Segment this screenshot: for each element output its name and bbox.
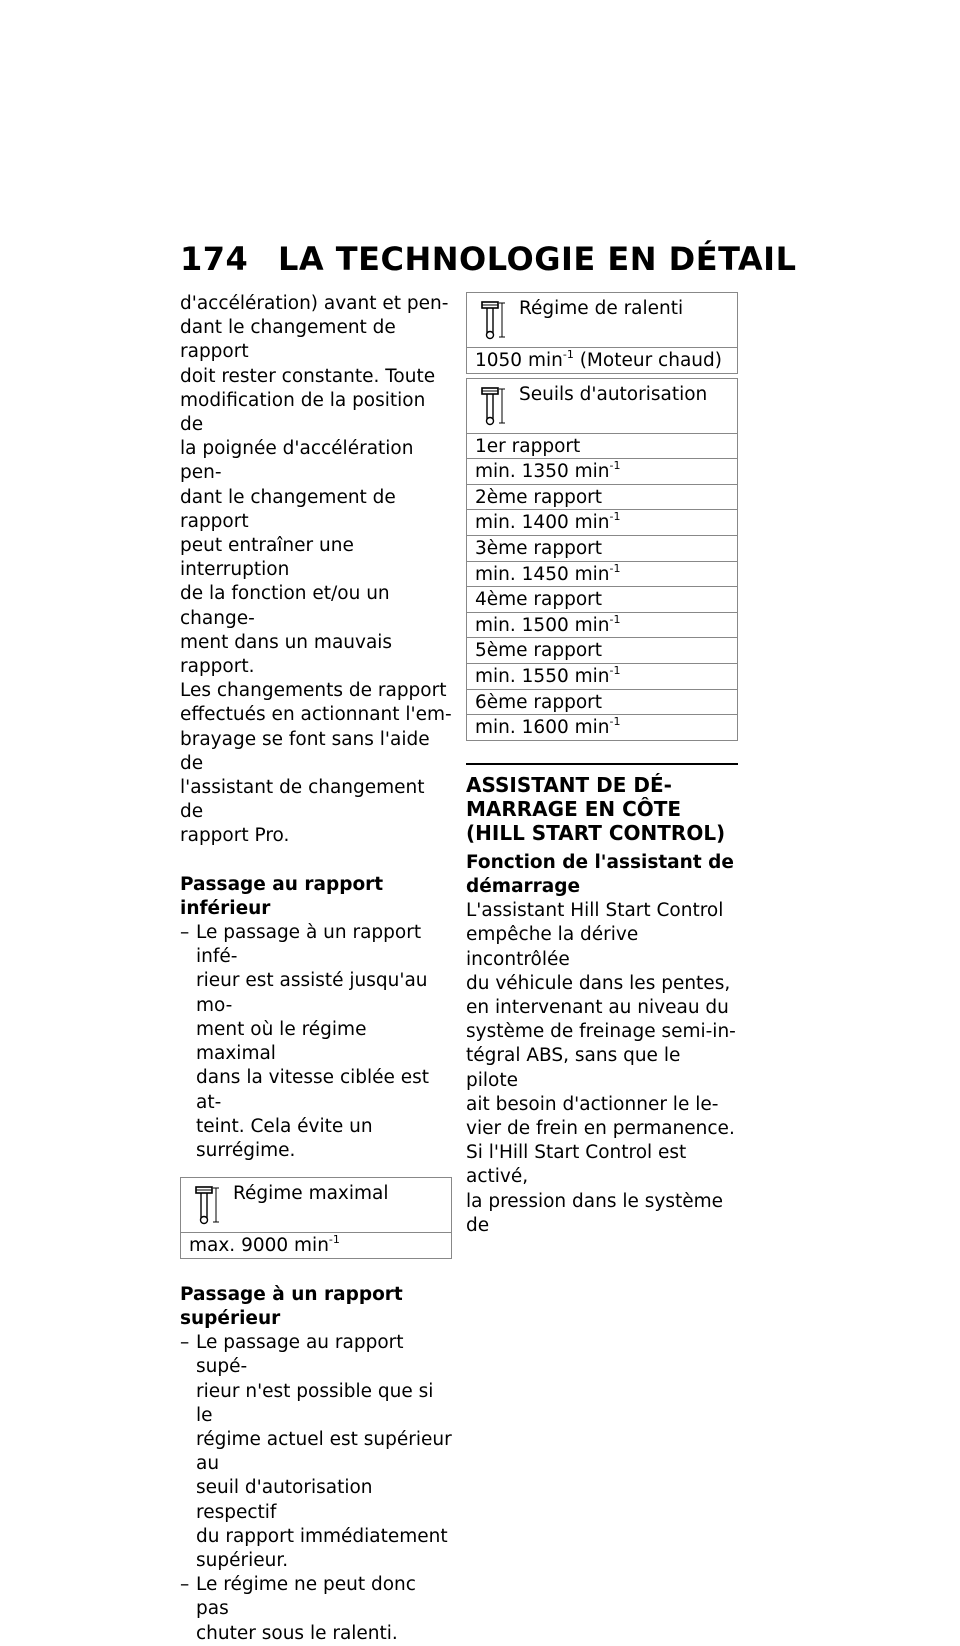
exponent: -1 [562, 348, 574, 361]
text-line: la poignée d'accélération pen- [180, 438, 414, 484]
gear-min-rpm [467, 664, 737, 690]
idle-rpm-box [466, 292, 738, 374]
value-suffix: (Moteur chaud) [573, 350, 722, 371]
text-line: tégral ABS, sans que le pilote [466, 1045, 681, 1091]
text-line: ait besoin d'actionner le le- [466, 1093, 719, 1115]
gear-min-rpm [467, 510, 737, 536]
upshift-heading [180, 1283, 452, 1331]
text-line: MARRAGE EN CÔTE [466, 796, 682, 821]
value-text: 1050 min [475, 350, 563, 371]
box-caption: Régime maximal [233, 1183, 389, 1205]
exponent: -1 [609, 561, 621, 575]
text-line: effectués en actionnant l'em- [180, 704, 452, 726]
engine-piston-icon [193, 1186, 219, 1226]
text-line: vier de frein en permanence. [466, 1117, 735, 1139]
gear-label: 6ème rapport [467, 690, 737, 716]
gear-label: 1er rapport [467, 434, 737, 460]
upshift-bullet [180, 1331, 452, 1573]
text-line: en intervenant au niveau du [466, 996, 729, 1018]
text-line: Si l'Hill Start Control est activé, [466, 1142, 687, 1188]
downshift-heading: Passage au rapport inférieur [180, 873, 384, 919]
text-line: Le passage à un rapport infé- [196, 922, 422, 968]
text-line: dant le changement de rapport [180, 486, 396, 532]
text-line: empêche la dérive incontrôlée [466, 924, 639, 970]
text-line: supérieur [180, 1307, 281, 1329]
text-line: teint. Cela évite un surrégime. [196, 1115, 373, 1161]
text-line: doit rester constante. Toute [180, 365, 436, 387]
bullet-dash: – [180, 1332, 190, 1354]
exponent: -1 [609, 715, 621, 729]
text-line: du rapport immédiatement [196, 1525, 448, 1547]
value-text: min. 1450 min [475, 563, 610, 585]
box-caption: Régime de ralenti [519, 298, 684, 319]
text-line: rieur n'est possible que si le [196, 1380, 434, 1426]
section-title [466, 773, 738, 845]
text-line: rapport Pro. [180, 825, 290, 847]
text-line: Le régime ne peut donc pas [196, 1574, 416, 1620]
text-line: dant le changement de rapport [180, 317, 396, 363]
text-line: seuil d'autorisation respectif [196, 1477, 373, 1523]
value-text: min. 1350 min [475, 461, 610, 483]
value-text: min. 1400 min [475, 512, 610, 534]
value-text: min. 1600 min [475, 717, 610, 739]
section-divider [466, 763, 738, 765]
threshold-box [466, 378, 738, 741]
right-column [466, 292, 738, 1238]
text-line: Fonction de l'assistant de [466, 851, 734, 873]
gear-min-rpm [467, 715, 737, 740]
text-line: de la fonction et/ou un change- [180, 583, 390, 629]
text-line: modification de la position de [180, 389, 426, 436]
text-line: l'assistant de changement de [180, 777, 425, 823]
intro-paragraph [180, 292, 452, 849]
text-line: Le passage au rapport supé- [196, 1332, 404, 1378]
gear-min-rpm [467, 459, 737, 485]
text-line: d'accélération) avant et pen- [180, 293, 449, 314]
text-line: ASSISTANT DE DÉ- [466, 772, 672, 797]
exponent: -1 [609, 612, 621, 626]
text-line: ment où le régime maximal [196, 1018, 367, 1065]
gear-label: 5ème rapport [467, 638, 737, 664]
left-column [180, 292, 452, 1646]
text-line: (HILL START CONTROL) [466, 820, 726, 845]
value-text: min. 1550 min [475, 665, 610, 687]
max-rpm-box [180, 1177, 452, 1259]
page-number: 174 [180, 240, 249, 278]
text-line: régime actuel est supérieur au [196, 1428, 452, 1475]
exponent: -1 [609, 510, 621, 524]
function-heading [466, 851, 738, 899]
text-line: du véhicule dans les pentes, [466, 972, 731, 994]
engine-piston-icon [479, 301, 505, 341]
bullet-dash: – [180, 922, 190, 944]
text-line: peut entraîner une interruption [180, 535, 354, 581]
gear-label: 4ème rapport [467, 587, 737, 613]
gear-min-rpm [467, 562, 737, 588]
text-line: système de freinage semi-in- [466, 1021, 736, 1043]
max-rpm-value [181, 1233, 451, 1258]
exponent: -1 [609, 459, 621, 473]
gear-label: 3ème rapport [467, 536, 737, 562]
text-line: brayage se font sans l'aide de [180, 728, 430, 774]
text-line: Les changements de rapport [180, 680, 447, 702]
bullet-dash: – [180, 1574, 190, 1596]
page-header [180, 240, 796, 278]
text-line: Passage à un rapport [180, 1283, 403, 1305]
idle-rpm-value [467, 348, 737, 373]
gear-min-rpm [467, 613, 737, 639]
function-paragraph [466, 899, 738, 1238]
text-line: rieur est assisté jusqu'au mo- [196, 970, 428, 1016]
text-line: démarrage [466, 875, 581, 897]
text-line: chuter sous le ralenti. [196, 1622, 398, 1644]
gear-label: 2ème rapport [467, 485, 737, 511]
text-line: ment dans un mauvais rapport. [180, 631, 393, 678]
engine-piston-icon [479, 387, 505, 427]
text-line: supérieur. [196, 1549, 289, 1571]
value-text: min. 1500 min [475, 614, 610, 636]
page-title: LA TECHNOLOGIE EN DÉTAIL [278, 240, 797, 278]
text-line: dans la vitesse ciblée est at- [196, 1067, 430, 1113]
text-line: la pression dans le système de [466, 1190, 724, 1236]
downshift-bullet [180, 921, 452, 1163]
box-caption: Seuils d'autorisation [519, 383, 708, 405]
exponent: -1 [328, 1233, 340, 1247]
value-text: max. 9000 min [189, 1235, 329, 1257]
upshift-bullet [180, 1573, 452, 1646]
exponent: -1 [609, 663, 621, 677]
text-line: L'assistant Hill Start Control [466, 900, 724, 922]
